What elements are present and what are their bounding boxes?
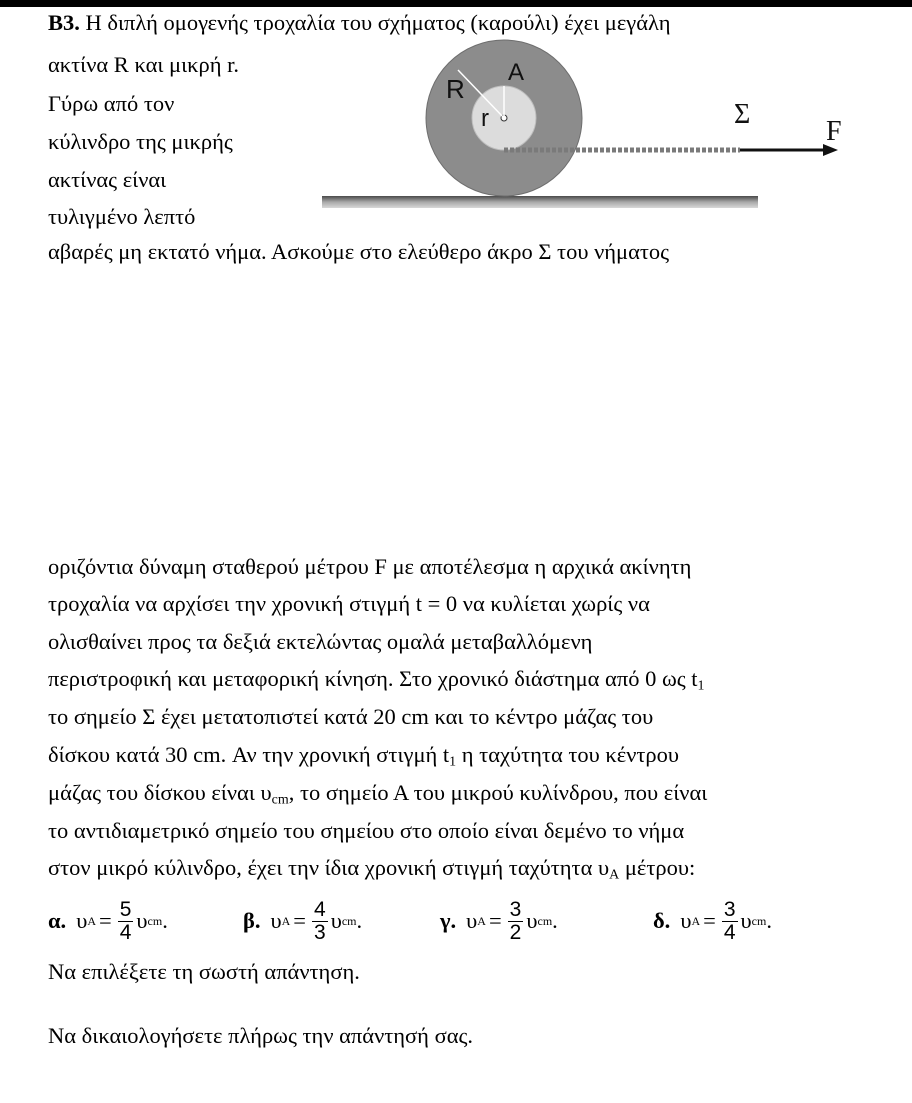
problem-text-1: Η διπλή ομογενής τροχαλία του σχήματος (καρούλι) έχει μεγάλη — [79, 10, 671, 35]
subscript-A: A — [281, 913, 291, 928]
option-a[interactable] — [48, 890, 168, 952]
option-c[interactable] — [440, 890, 558, 952]
label-A: A — [508, 59, 525, 86]
period: . — [356, 908, 363, 933]
subscript-cm: cm — [537, 913, 553, 928]
problem-line-6: τυλιγμένο λεπτό — [48, 204, 196, 229]
subscript-A: Α — [609, 867, 620, 883]
problem-text-13b: η ταχύτητα του κέντρου — [456, 742, 680, 767]
instruction-justify: Να δικαιολογήσετε πλήρως την απάντησή σας. — [48, 1023, 474, 1048]
instruction-select: Να επιλέξετε τη σωστή απάντηση. — [48, 959, 360, 984]
problem-line-10: ολισθαίνει προς τα δεξιά εκτελώντας ομαλά μεταβαλλόμενη — [48, 629, 593, 654]
subscript-cm: cm — [271, 792, 289, 808]
subscript-A: A — [477, 913, 486, 928]
problem-line-15: το αντιδιαμετρικό σημείο του σημείου στο οποίο είναι δεμένο το νήμα — [48, 818, 685, 843]
label-sigma: Σ — [734, 99, 751, 130]
problem-line-1 — [48, 9, 670, 37]
problem-line-4: κύλινδρο της μικρής — [48, 129, 233, 154]
period: . — [162, 908, 168, 933]
period: . — [552, 908, 558, 933]
subscript-1: 1 — [697, 678, 705, 694]
denominator: 4 — [723, 920, 736, 944]
ground-surface — [322, 196, 758, 208]
problem-line-5: ακτίνας είναι — [48, 167, 167, 192]
equals-sign: = — [703, 908, 716, 933]
velocity-symbol: υ — [466, 908, 478, 933]
velocity-symbol: υ — [270, 908, 282, 933]
subscript-cm: cm — [751, 913, 767, 928]
problem-line-3: Γύρω από τον — [48, 91, 175, 116]
problem-line-14 — [48, 779, 707, 807]
option-c-label: γ. — [440, 908, 457, 933]
numerator: 3 — [723, 897, 736, 921]
label-F: F — [826, 116, 842, 147]
problem-label: Β3. — [48, 10, 80, 35]
velocity-symbol: υ — [330, 908, 342, 933]
fraction — [722, 899, 738, 944]
problem-line-16 — [48, 854, 695, 882]
fraction — [118, 899, 134, 944]
option-a-label: α. — [48, 908, 67, 933]
velocity-symbol: υ — [680, 908, 692, 933]
problem-line-9: τροχαλία να αρχίσει την χρονική στιγμή t = 0 να κυλίεται χωρίς να — [48, 591, 650, 616]
problem-line-11 — [48, 665, 705, 693]
numerator: 3 — [509, 897, 522, 921]
problem-line-8: οριζόντια δύναμη σταθερού μέτρου F με αποτέλεσμα η αρχικά ακίνητη — [48, 554, 692, 579]
denominator: 4 — [119, 920, 132, 944]
denominator: 2 — [509, 920, 522, 944]
option-b-label: β. — [243, 908, 261, 933]
equals-sign: = — [293, 908, 306, 933]
problem-text-13: δίσκου κατά 30 cm. Αν την χρονική στιγμή t — [48, 742, 450, 767]
option-d-label: δ. — [653, 908, 671, 933]
subscript-A: A — [691, 913, 701, 928]
label-R: R — [446, 74, 465, 104]
numerator: 5 — [119, 897, 132, 921]
subscript-1: 1 — [449, 754, 457, 770]
problem-text-14b: , το σημείο Α του μικρού κυλίνδρου, που είναι — [288, 780, 708, 805]
problem-text-16a: στον μικρό κύλινδρο, έχει την ίδια χρονική στιγμή ταχύτητα υ — [48, 855, 610, 880]
option-b[interactable] — [243, 890, 362, 952]
subscript-cm: cm — [341, 913, 357, 928]
velocity-symbol: υ — [740, 908, 752, 933]
problem-text-11: περιστροφική και μεταφορική κίνηση. Στο χρονικό διάστημα από 0 ως t — [48, 666, 698, 691]
fraction — [312, 899, 328, 944]
option-d[interactable] — [653, 890, 772, 952]
problem-line-12: το σημείο Σ έχει μετατοπιστεί κατά 20 cm και το κέντρο μάζας του — [48, 704, 654, 729]
equals-sign: = — [488, 908, 502, 933]
label-r: r — [481, 105, 489, 132]
period: . — [766, 908, 772, 933]
fraction — [508, 899, 524, 944]
top-border — [0, 0, 912, 7]
problem-text-14a: μάζας του δίσκου είναι υ — [48, 780, 272, 805]
velocity-symbol: υ — [526, 908, 538, 933]
problem-line-13 — [48, 741, 679, 769]
problem-line-7: αβαρές μη εκτατό νήμα. Ασκούμε στο ελεύθερο άκρο Σ του νήματος — [48, 239, 670, 264]
subscript-A: A — [87, 913, 96, 928]
equals-sign: = — [99, 908, 112, 933]
subscript-cm: cm — [147, 913, 163, 928]
problem-text-16b: μέτρου: — [619, 855, 696, 880]
numerator: 4 — [314, 897, 326, 921]
velocity-symbol: υ — [76, 908, 88, 933]
velocity-symbol: υ — [136, 908, 148, 933]
problem-line-2: ακτίνα R και μικρή r. — [48, 52, 239, 77]
denominator: 3 — [314, 920, 326, 944]
pulley-figure — [318, 40, 842, 220]
